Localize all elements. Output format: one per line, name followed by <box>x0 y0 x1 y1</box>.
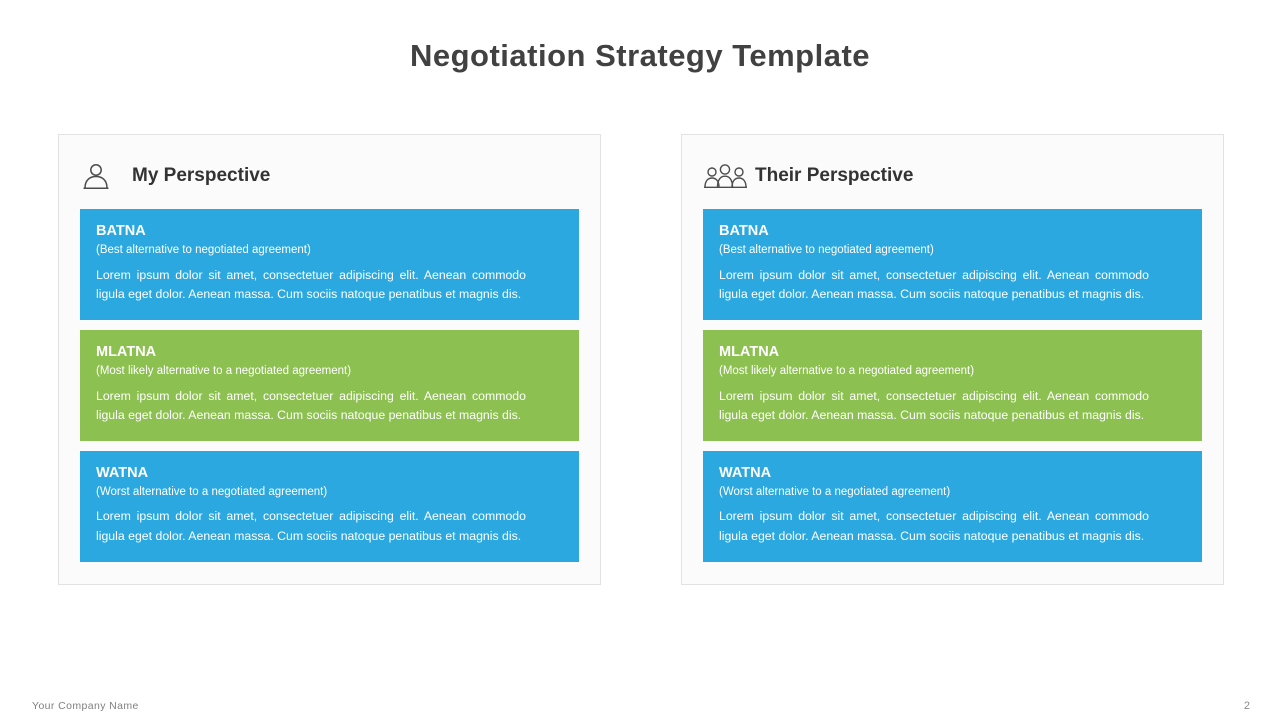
page-number: 2 <box>1243 700 1250 712</box>
card-subtitle: (Most likely alternative to a negotiated agreement) <box>96 365 352 378</box>
group-people-icon <box>703 160 749 192</box>
card-title: BATNA <box>96 223 146 239</box>
card-subtitle: (Most likely alternative to a negotiated agreement) <box>719 365 975 378</box>
panels-container <box>58 134 1224 585</box>
card-body: Lorem ipsum dolor sit amet, consectetuer adipiscing elit. Aenean commodo ligula eget dolor. Aenean massa. Cum sociis natoque penatibus et magnis dis. <box>96 509 526 543</box>
panel-title: My Perspective <box>132 165 271 186</box>
card-title: WATNA <box>719 464 772 481</box>
panel-header <box>703 153 1202 199</box>
card-watna <box>80 451 579 562</box>
card-subtitle: (Worst alternative to a negotiated agreement) <box>96 486 328 499</box>
card-batna <box>703 209 1202 320</box>
panel-title: Their Perspective <box>755 165 914 186</box>
panel-their-perspective <box>681 134 1224 585</box>
card-subtitle: (Best alternative to negotiated agreement) <box>96 244 311 257</box>
card-title: WATNA <box>96 464 149 481</box>
card-title: MLATNA <box>96 343 157 360</box>
card-subtitle: (Worst alternative to a negotiated agreement) <box>719 486 951 499</box>
card-mlatna <box>80 330 579 441</box>
single-person-icon <box>80 160 126 192</box>
card-subtitle: (Best alternative to negotiated agreement) <box>719 244 934 257</box>
card-batna <box>80 209 579 320</box>
card-body: Lorem ipsum dolor sit amet, consectetuer adipiscing elit. Aenean commodo ligula eget dolor. Aenean massa. Cum sociis natoque penatibus et magnis dis. <box>719 509 1149 543</box>
card-body: Lorem ipsum dolor sit amet, consectetuer adipiscing elit. Aenean commodo ligula eget dolor. Aenean massa. Cum sociis natoque penatibus et magnis dis. <box>96 267 526 301</box>
panel-my-perspective <box>58 134 601 585</box>
card-body: Lorem ipsum dolor sit amet, consectetuer adipiscing elit. Aenean commodo ligula eget dolor. Aenean massa. Cum sociis natoque penatibus et magnis dis. <box>96 388 526 422</box>
card-body: Lorem ipsum dolor sit amet, consectetuer adipiscing elit. Aenean commodo ligula eget dolor. Aenean massa. Cum sociis natoque penatibus et magnis dis. <box>719 388 1149 422</box>
page-title: Negotiation Strategy Template <box>409 38 871 73</box>
card-title: MLATNA <box>719 343 780 360</box>
panel-header <box>80 153 579 199</box>
card-body: Lorem ipsum dolor sit amet, consectetuer adipiscing elit. Aenean commodo ligula eget dolor. Aenean massa. Cum sociis natoque penatibus et magnis dis. <box>719 267 1149 301</box>
card-watna <box>703 451 1202 562</box>
card-title: BATNA <box>719 223 769 239</box>
card-mlatna <box>703 330 1202 441</box>
footer-company-name: Your Company Name <box>32 700 139 712</box>
